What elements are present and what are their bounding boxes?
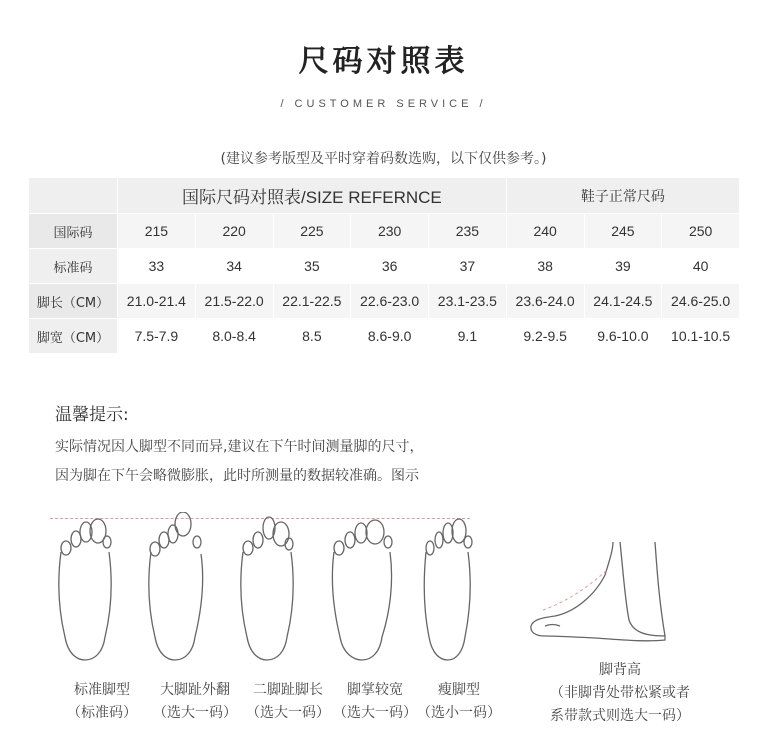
foot-name: 二脚趾脚长 (253, 682, 323, 698)
table-cell: 9.2-9.5 (506, 319, 584, 354)
foot-name: 脚掌较宽 (347, 682, 403, 698)
table-cell: 21.5-22.0 (195, 284, 273, 319)
table-cell: 38 (506, 249, 584, 284)
table-row-foot-length (29, 284, 740, 319)
page-title: 尺码对照表 (298, 44, 469, 79)
table-cell: 33 (118, 249, 196, 284)
instep-advice-1: （非脚背处带松紧或者 (550, 685, 690, 701)
table-cell: 7.5-7.9 (118, 319, 196, 354)
foot-long-second-toe-icon (237, 512, 299, 662)
table-cell: 230 (351, 214, 429, 249)
foot-caption-long-second-toe (243, 679, 333, 722)
row-label: 脚宽（CM） (29, 319, 118, 354)
table-cell: 9.6-10.0 (584, 319, 662, 354)
table-cell: 37 (429, 249, 507, 284)
foot-advice: （标准码） (67, 705, 137, 721)
table-cell: 39 (584, 249, 662, 284)
foot-advice: （选大一码） (153, 705, 237, 721)
table-cell: 8.6-9.0 (351, 319, 429, 354)
row-label: 脚长（CM） (29, 284, 118, 319)
tips-line-1: 实际情况因人脚型不同而异,建议在下午时间测量脚的尺寸， (55, 439, 424, 455)
table-cell: 23.6-24.0 (506, 284, 584, 319)
foot-caption-wide (330, 679, 420, 722)
table-cell: 8.5 (273, 319, 351, 354)
table-row-foot-width (29, 319, 740, 354)
high-instep-foot-icon (525, 540, 675, 650)
size-chart-table (28, 177, 740, 354)
row-label: 标准码 (29, 249, 118, 284)
table-cell: 34 (195, 249, 273, 284)
foot-name: 大脚趾外翻 (160, 682, 230, 698)
table-cell: 240 (506, 214, 584, 249)
table-corner (29, 178, 118, 214)
foot-advice: （选大一码） (333, 705, 417, 721)
table-cell: 24.6-25.0 (662, 284, 740, 319)
foot-slim-icon (418, 512, 478, 662)
foot-advice: （选小一码） (417, 705, 501, 721)
row-label: 国际码 (29, 214, 118, 249)
instep-caption (530, 659, 710, 725)
table-header-main: 国际尺码对照表/SIZE REFERNCE (118, 178, 507, 214)
foot-caption-standard (62, 679, 142, 722)
foot-caption-slim (414, 679, 504, 722)
table-cell: 245 (584, 214, 662, 249)
table-cell: 36 (351, 249, 429, 284)
table-cell: 22.6-23.0 (351, 284, 429, 319)
table-row-standard (29, 249, 740, 284)
table-cell: 9.1 (429, 319, 507, 354)
foot-advice: （选大一码） (246, 705, 330, 721)
table-cell: 235 (429, 214, 507, 249)
page-subtitle: / CUSTOMER SERVICE / (280, 98, 487, 110)
table-cell: 10.1-10.5 (662, 319, 740, 354)
foot-name: 瘦脚型 (438, 682, 480, 698)
table-cell: 23.1-23.5 (429, 284, 507, 319)
table-cell: 22.1-22.5 (273, 284, 351, 319)
table-cell: 215 (118, 214, 196, 249)
table-cell: 220 (195, 214, 273, 249)
tips-line-2: 因为脚在下午会略微膨胀，此时所测量的数据较准确。图示 (55, 468, 419, 484)
table-row-international (29, 214, 740, 249)
table-cell: 40 (662, 249, 740, 284)
tips-title: 温馨提示: (55, 405, 129, 425)
reference-note: (建议参考版型及平时穿着码数选购，以下仅供参考。) (220, 151, 547, 167)
table-cell: 24.1-24.5 (584, 284, 662, 319)
foot-bunion-icon (145, 512, 207, 662)
table-header-row (29, 178, 740, 214)
foot-caption-bunion (150, 679, 240, 722)
table-cell: 250 (662, 214, 740, 249)
foot-wide-icon (330, 512, 396, 662)
table-cell: 225 (273, 214, 351, 249)
table-cell: 8.0-8.4 (195, 319, 273, 354)
table-header-side: 鞋子正常尺码 (506, 178, 739, 214)
instep-advice-2: 系带款式则选大一码） (550, 708, 690, 724)
foot-name: 标准脚型 (74, 682, 130, 698)
table-cell: 21.0-21.4 (118, 284, 196, 319)
instep-title: 脚背高 (599, 662, 641, 678)
foot-standard-icon (55, 512, 117, 662)
table-cell: 35 (273, 249, 351, 284)
